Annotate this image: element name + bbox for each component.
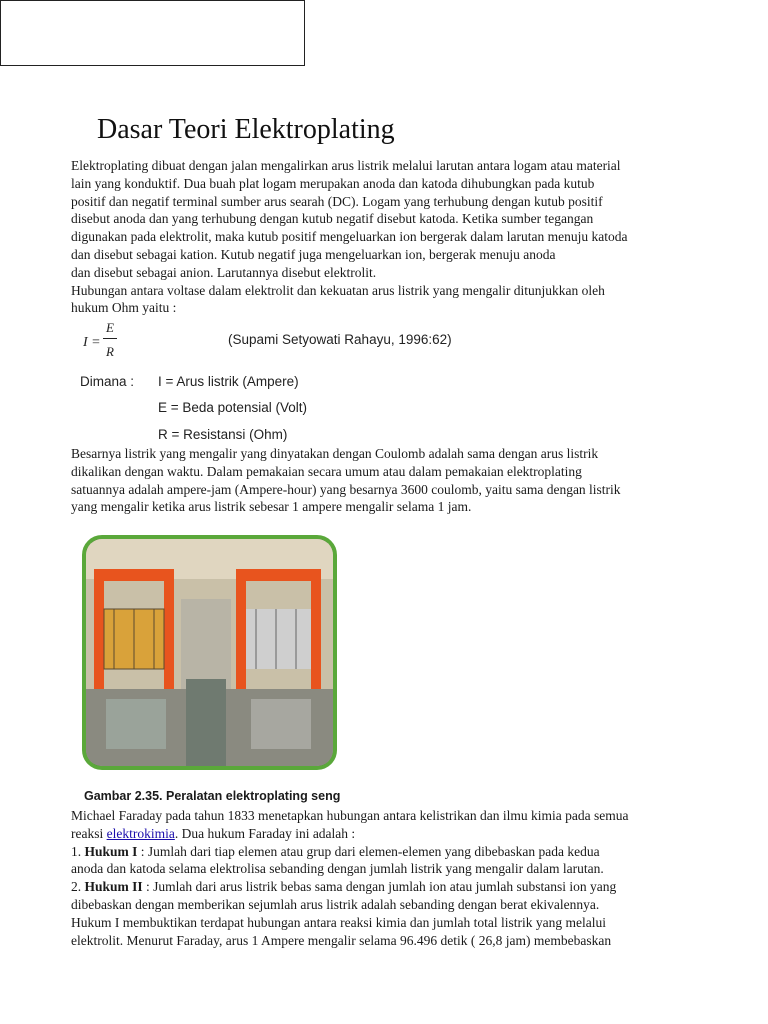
intro-paragraph	[71, 157, 711, 317]
definition-resistance: R = Resistansi (Ohm)	[158, 427, 288, 442]
formula-fraction	[103, 321, 117, 358]
ohm-formula-figure	[78, 318, 452, 448]
text-fragment: . Dua hukum Faraday ini adalah :	[174, 825, 356, 841]
text-line: Besarnya listrik yang mengalir yang dinyatakan dengan Coulomb adalah sama dengan arus listrik	[71, 446, 599, 461]
text-fragment: : Jumlah dari arus listrik bebas sama dengan jumlah ion atau jumlah substansi ion yang	[142, 879, 617, 895]
text-line: hukum Ohm yaitu :	[71, 300, 177, 316]
formula-denominator: R	[106, 344, 114, 359]
formula-lhs: I =	[83, 335, 101, 350]
text-line	[71, 878, 711, 896]
text-line: anoda dan katoda selama elektrolisa sebanding dengan jumlah listrik yang mengalir dalam larutan.	[71, 861, 604, 877]
text-fragment: : Jumlah dari tiap elemen atau grup dari elemen-elemen yang dibebaskan pada kedua	[137, 843, 600, 859]
formula-citation: (Supami Setyowati Rahayu, 1996:62)	[228, 332, 452, 347]
text-line: elektrolit. Menurut Faraday, arus 1 Ampere mengalir selama 96.496 detik ( 26,8 jam) membebaskan	[71, 932, 612, 948]
text-line: disebut anoda dan yang terhubung dengan kutub negatif disebut katoda. Ketika sumber tegangan	[71, 211, 594, 227]
equipment-illustration	[86, 539, 333, 766]
coulomb-paragraph	[71, 445, 711, 516]
text-line: digunakan pada elektrolit, maka kutub positif mengeluarkan ion bergerak dalam larutan menuju katoda	[71, 229, 628, 245]
text-line: Hubungan antara voltase dalam elektrolit dan kekuatan arus listrik yang mengalir ditunjukkan oleh	[71, 282, 605, 298]
text-line: lain yang konduktif. Dua buah plat logam merupakan anoda dan katoda dihubungkan pada kutub	[71, 175, 595, 191]
text-line: satuannya adalah ampere-jam (Ampere-hour) yang besarnya 3600 coulomb, yaitu sama dengan listrik	[71, 481, 621, 497]
header-box	[0, 0, 305, 66]
text-line: Hukum I membuktikan terdapat hubungan antara reaksi kimia dan jumlah total listrik yang melalui	[71, 914, 606, 930]
formula-numerator: E	[106, 320, 114, 335]
dimana-label: Dimana :	[80, 374, 135, 389]
text-line: Michael Faraday pada tahun 1833 menetapkan hubungan antara kelistrikan dan ilmu kimia pada semua	[71, 808, 629, 823]
text-fragment: reaksi	[71, 825, 107, 841]
elektrokimia-link[interactable]: elektrokimia	[106, 825, 175, 841]
definition-current: I = Arus listrik (Ampere)	[158, 374, 299, 389]
electroplating-equipment-photo	[82, 535, 337, 770]
list-number: 2.	[71, 879, 85, 895]
law-one-heading: Hukum I	[84, 843, 138, 859]
text-line	[71, 843, 711, 861]
definition-voltage: E = Beda potensial (Volt)	[158, 400, 307, 415]
list-number: 1.	[71, 843, 85, 859]
page-title: Dasar Teori Elektroplating	[97, 114, 395, 145]
text-line: dikalikan dengan waktu. Dalam pemakaian secara umum atau dalam pemakaian elektroplating	[71, 463, 582, 479]
text-line	[71, 825, 711, 843]
text-line: dan disebut sebagai kation. Kutub negatif juga mengeluarkan ion, bergerak menuju anoda	[71, 246, 556, 262]
text-line: positif dan negatif terminal sumber arus searah (DC). Logam yang terhubung dengan kutub positif	[71, 193, 603, 209]
text-line: dibebaskan dengan memberikan sejumlah arus listrik adalah sebanding dengan berat ekivalennya.	[71, 896, 600, 912]
fraction-bar	[103, 338, 117, 339]
text-line: yang mengalir ketika arus listrik sebesar 1 ampere mengalir selama 1 jam.	[71, 499, 472, 515]
figure-caption: Gambar 2.35. Peralatan elektroplating seng	[84, 789, 341, 803]
faraday-paragraph	[71, 807, 711, 949]
text-line: dan disebut sebagai anion. Larutannya disebut elektrolit.	[71, 264, 377, 280]
law-two-heading: Hukum II	[84, 879, 143, 895]
text-line: Elektroplating dibuat dengan jalan mengalirkan arus listrik melalui larutan antara logam atau material	[71, 158, 621, 173]
